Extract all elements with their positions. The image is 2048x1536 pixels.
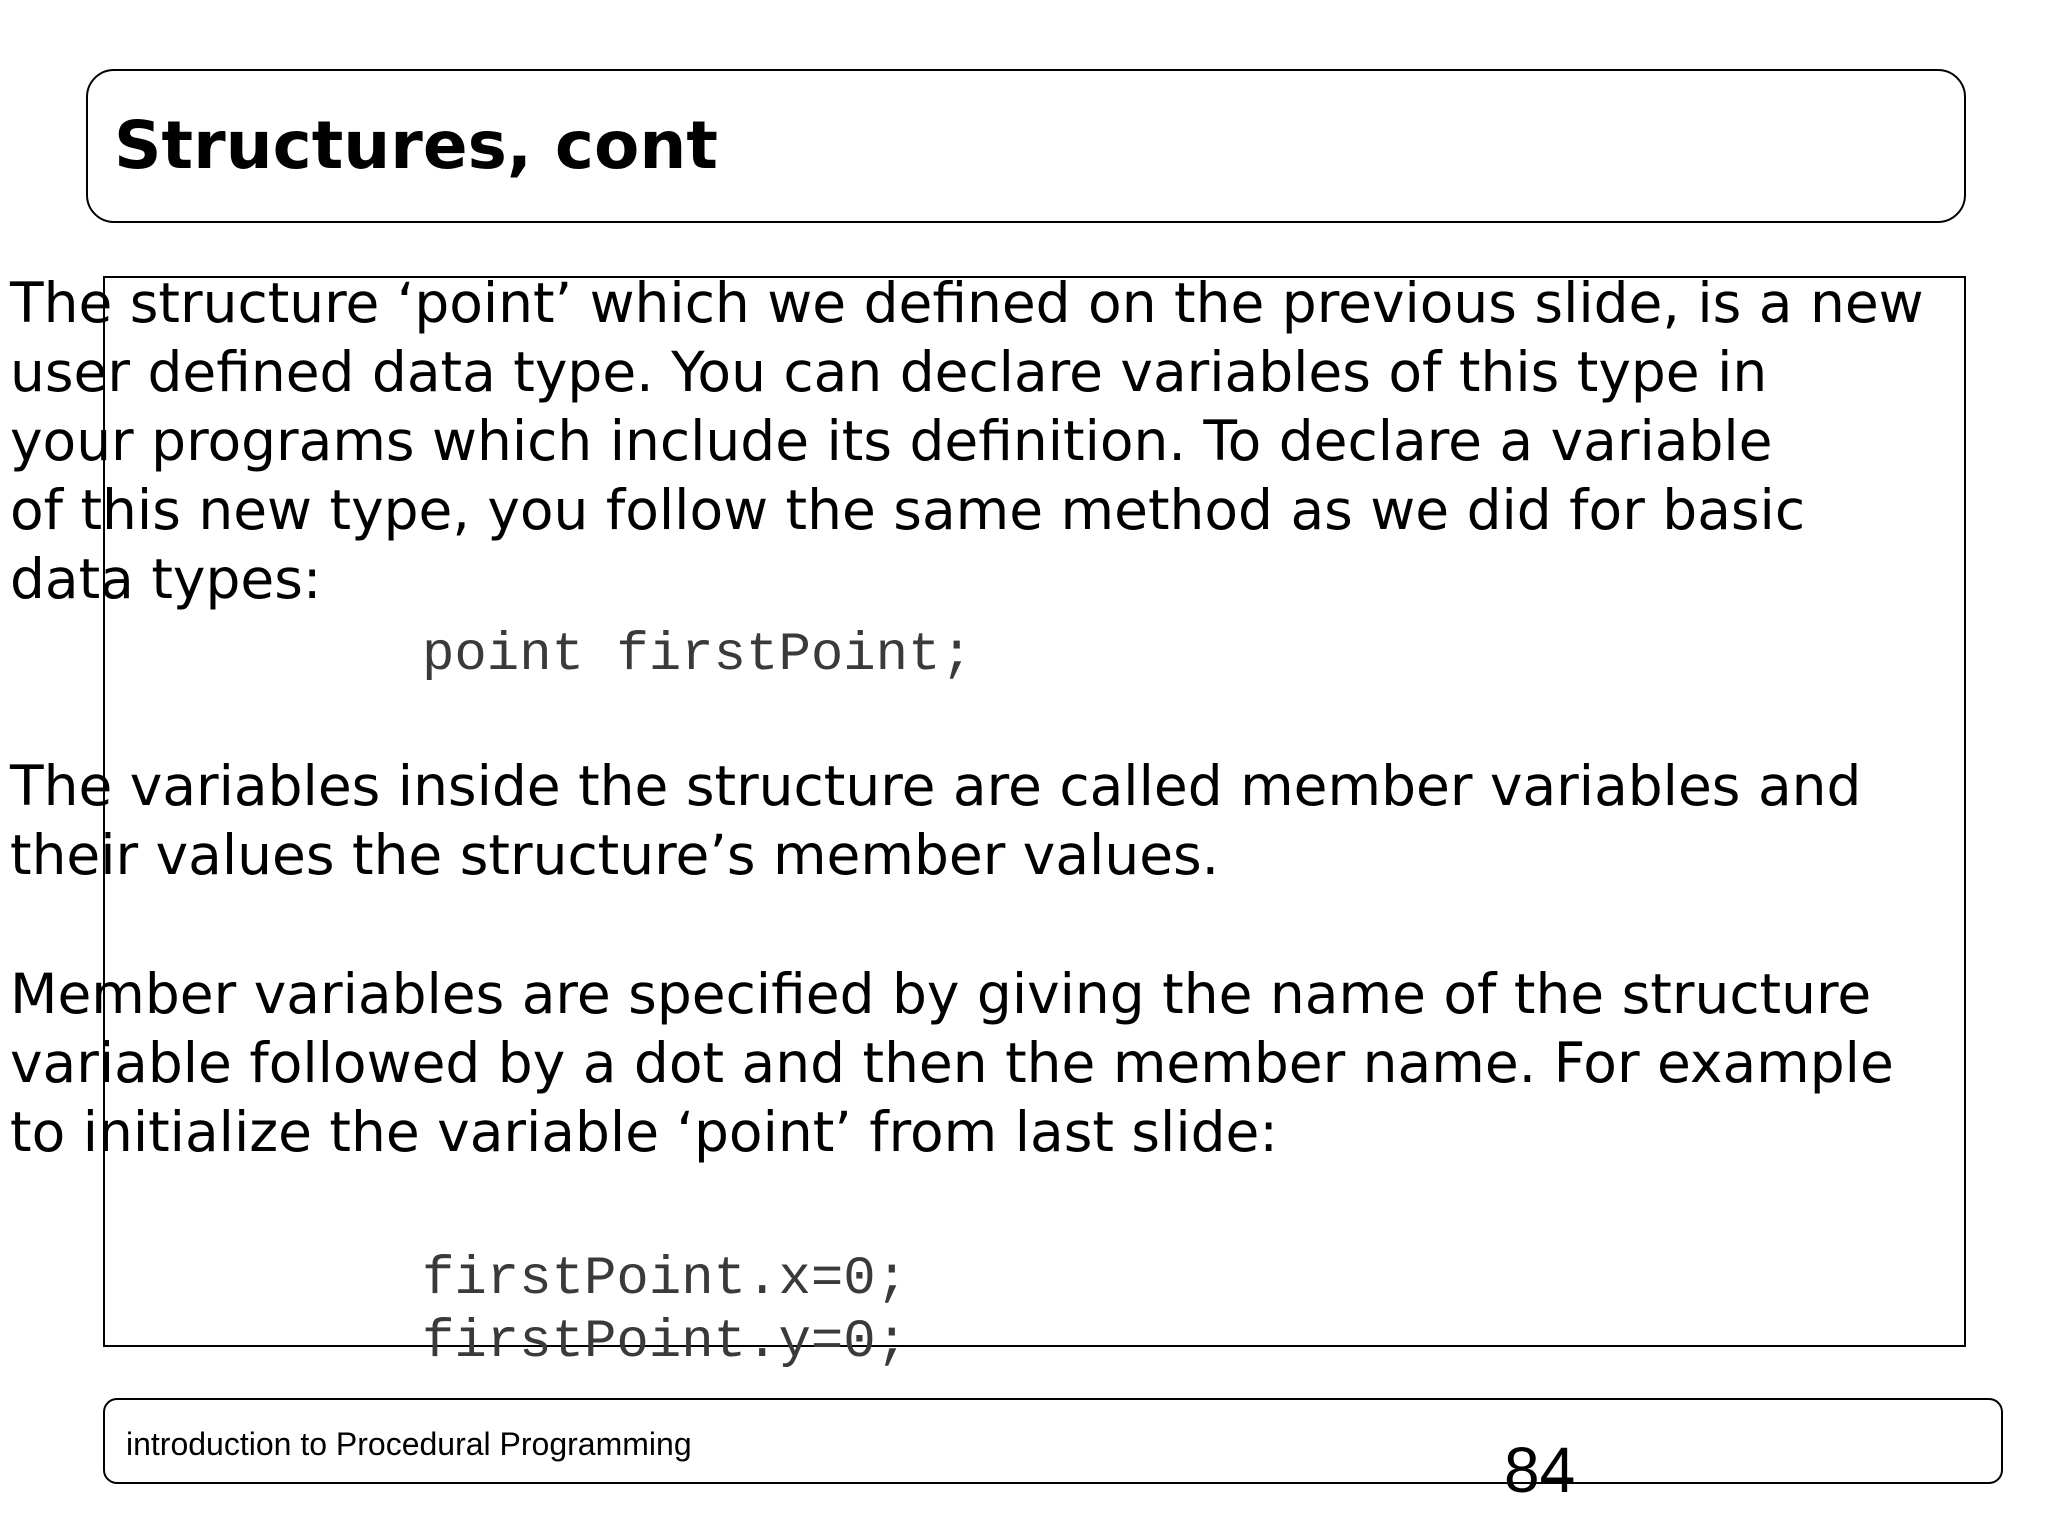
paragraph-1-line: data types:: [10, 547, 322, 611]
paragraph-3-line: to initialize the variable ‘point’ from last slide:: [10, 1100, 1278, 1164]
paragraph-1-line: your programs which include its definition. To declare a variable: [10, 409, 1773, 473]
paragraph-1-line: The structure ‘point’ which we defined on the previous slide, is a new: [10, 271, 1924, 335]
paragraph-1-line: user defined data type. You can declare variables of this type in: [10, 340, 1768, 404]
paragraph-2-line: their values the structure’s member values.: [10, 823, 1220, 887]
paragraph-1-line: of this new type, you follow the same method as we did for basic: [10, 478, 1806, 542]
paragraph-3-line: variable followed by a dot and then the member name. For example: [10, 1031, 1894, 1095]
code-declaration: point firstPoint;: [422, 625, 973, 686]
code-line: firstPoint.y=0;: [422, 1312, 909, 1373]
slide-title: Structures, cont: [114, 107, 718, 184]
code-line: firstPoint.x=0;: [422, 1249, 909, 1310]
paragraph-2-line: The variables inside the structure are called member variables and: [10, 754, 1862, 818]
footer-course-title: introduction to Procedural Programming: [126, 1426, 692, 1462]
paragraph-3-line: Member variables are specified by giving the name of the structure: [10, 962, 1872, 1026]
page-number: 84: [1504, 1434, 1576, 1506]
